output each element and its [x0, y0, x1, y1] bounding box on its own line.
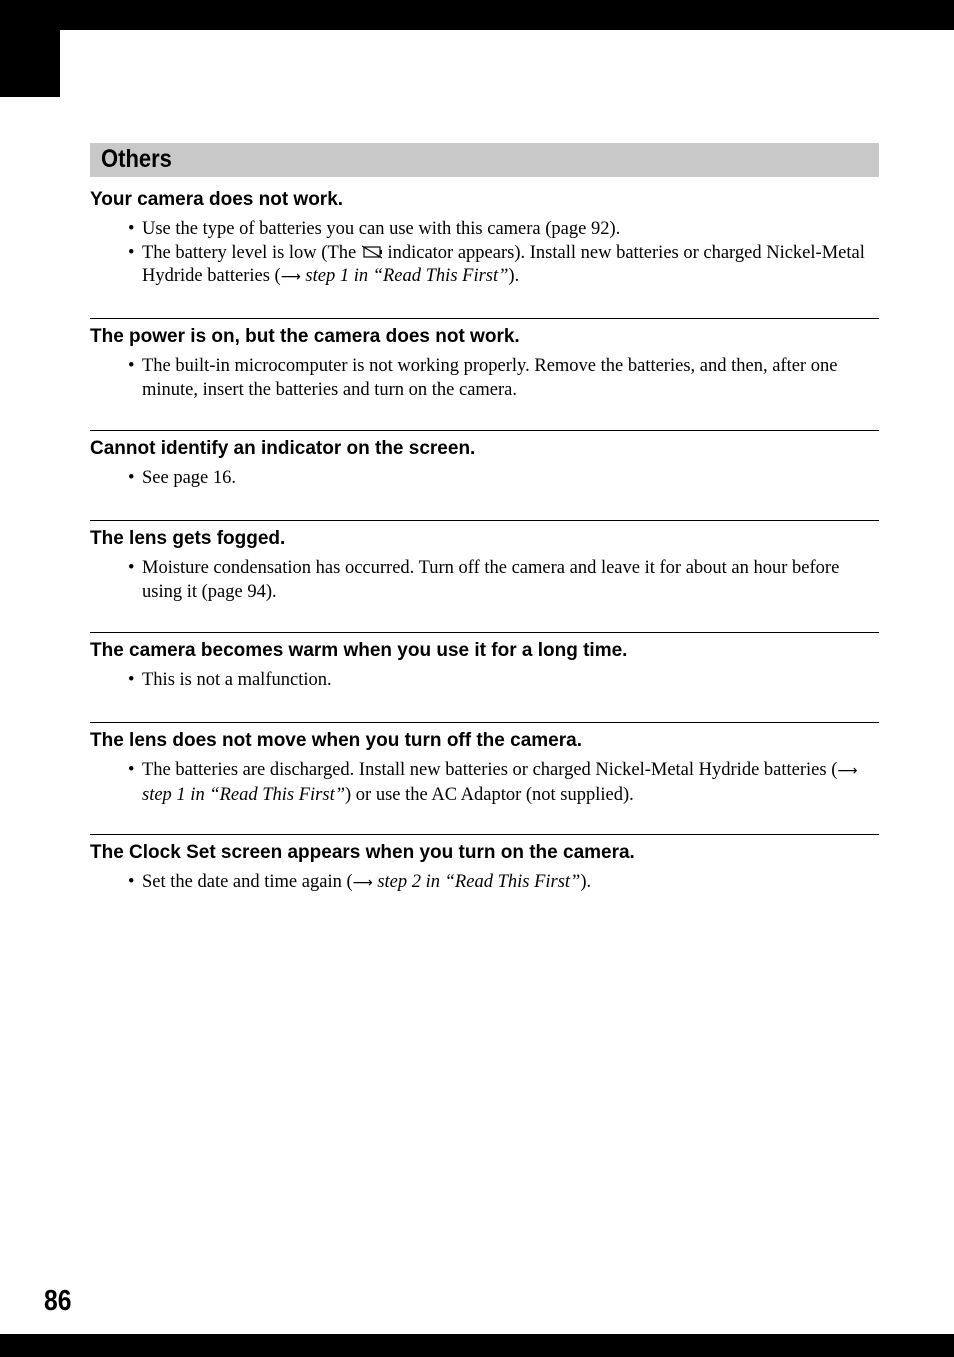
answer-list [90, 669, 879, 693]
cross-reference: step 2 in “Read This First” [377, 872, 581, 892]
faq-question: The Clock Set screen appears when you turn on the camera. [90, 842, 635, 863]
faq-entry [90, 430, 879, 491]
section-title: Others [101, 145, 172, 173]
arrow-right-icon: ⟶ [352, 875, 373, 891]
faq-question: Your camera does not work. [90, 189, 344, 210]
faq-entry [90, 722, 879, 807]
answer-item: • Use the type of batteries you can use with this camera (page 92). [128, 218, 879, 242]
cross-reference: step 1 in “Read This First” [142, 784, 346, 805]
answer-list [90, 557, 879, 604]
answer-item: • This is not a malfunction. [128, 669, 879, 693]
cross-reference: step 1 in “Read This First” [305, 266, 509, 286]
answer-list [90, 218, 879, 290]
answer-list [90, 355, 879, 402]
faq-question: Cannot identify an indicator on the screen. [90, 438, 476, 459]
faq-entry [90, 834, 879, 896]
battery-low-icon [361, 245, 383, 259]
arrow-right-icon: ⟶ [837, 763, 858, 779]
faq-question: The power is on, but the camera does not work. [90, 326, 520, 347]
answer-item: • The built-in microcomputer is not working properly. Remove the batteries, and then, after one minute, insert the batteries and turn on the camera. [128, 355, 879, 402]
answer-list [90, 759, 879, 807]
faq-question: The camera becomes warm when you use it for a long time. [90, 640, 628, 661]
faq-entry [90, 520, 879, 604]
answer-item: • Moisture condensation has occurred. Turn off the camera and leave it for about an hour before using it (page 94). [128, 557, 879, 604]
answer-list [90, 871, 879, 896]
answer-item: • See page 16. [128, 467, 879, 491]
faq-entry [90, 188, 879, 290]
section-header [90, 143, 879, 177]
faq-question: The lens does not move when you turn off the camera. [90, 730, 582, 751]
answer-item: • The batteries are discharged. Install new batteries or charged Nickel-Metal Hydride batteries (⟶ step 1 in “Read This First”) or use the AC Adaptor (not supplied). [128, 759, 879, 807]
page-number: 86 [44, 1285, 72, 1317]
answer-item: • Set the date and time again (⟶ step 2 in “Read This First”). [128, 871, 879, 896]
answer-item: • The battery level is low (The indicator appears). Install new batteries or charged Nickel-Metal Hydride batteries (⟶ step 1 in “Read This First”). [128, 242, 879, 290]
bottom-black-bar [0, 1334, 954, 1357]
faq-question: The lens gets fogged. [90, 528, 286, 549]
top-black-bar [0, 0, 954, 30]
chapter-tab [0, 0, 60, 97]
faq-entry [90, 632, 879, 693]
answer-list [90, 467, 879, 491]
arrow-right-icon: ⟶ [280, 269, 301, 285]
faq-entry [90, 318, 879, 402]
